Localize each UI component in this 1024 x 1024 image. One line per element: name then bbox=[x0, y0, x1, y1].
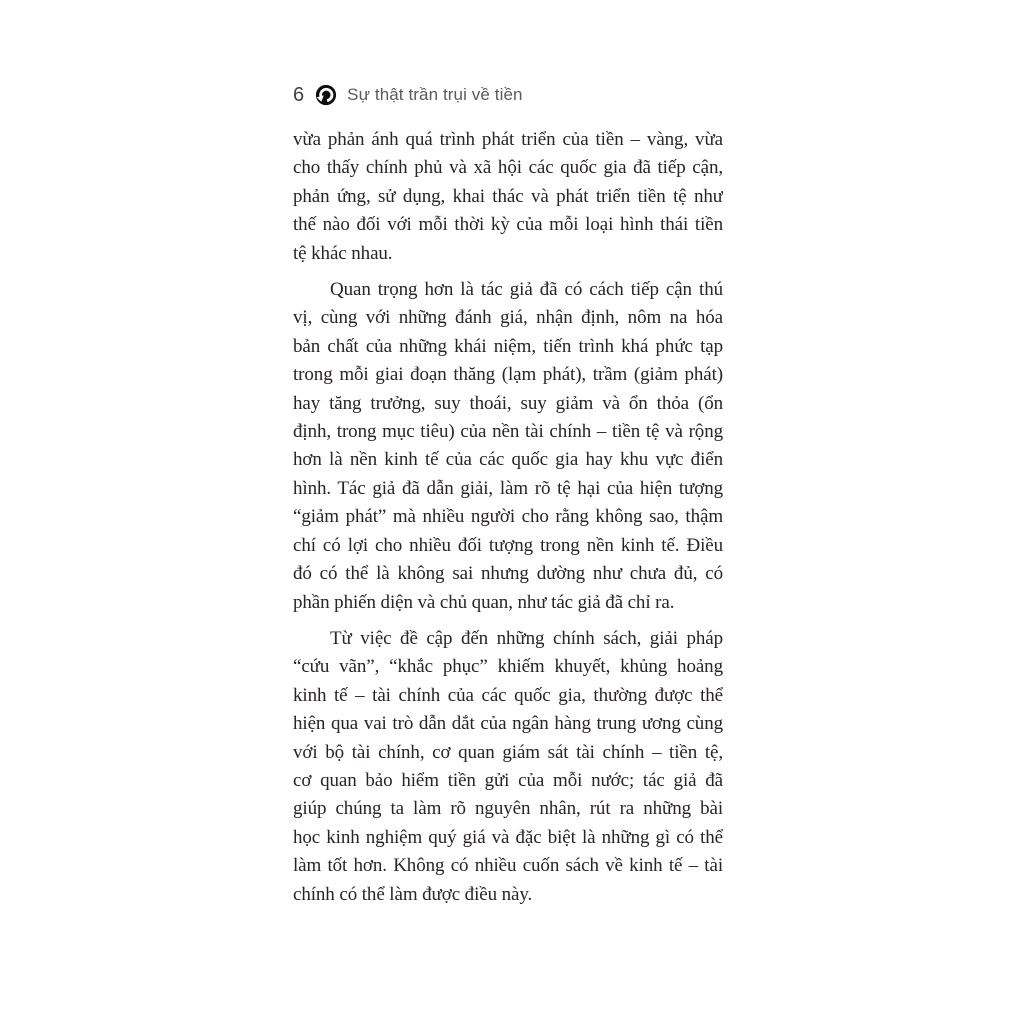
text-line: hay tăng trưởng, suy thoái, suy giảm và ổn thỏa (ổn bbox=[293, 392, 723, 414]
circular-arrow-icon bbox=[315, 84, 337, 106]
text-line: thế nào đối với mỗi thời kỳ của mỗi loại hình thái tiền bbox=[293, 214, 723, 236]
page-body bbox=[293, 126, 723, 909]
text-line: chính có thể làm được điều này. bbox=[293, 883, 533, 905]
text-line: hơn là nền kinh tế của các quốc gia hay khu vực điển bbox=[293, 449, 723, 471]
running-title: Sự thật trần trụi về tiền bbox=[347, 85, 523, 104]
text-line: Từ việc đề cập đến những chính sách, giải pháp bbox=[330, 627, 723, 649]
text-line: kinh tế – tài chính của các quốc gia, thường được thể bbox=[293, 684, 723, 706]
text-line: cơ quan bảo hiểm tiền gửi của mỗi nước; tác giả đã bbox=[293, 769, 723, 791]
text-line: tệ khác nhau. bbox=[293, 242, 393, 264]
text-line: trong mỗi giai đoạn thăng (lạm phát), trầm (giảm phát) bbox=[293, 364, 723, 386]
text-line: phần phiến diện và chủ quan, như tác giả đã chỉ ra. bbox=[293, 591, 675, 613]
paragraph bbox=[293, 625, 723, 909]
text-line: đó có thể là không sai nhưng dường như chưa đủ, có bbox=[293, 563, 723, 585]
text-line: “giảm phát” mà nhiều người cho rằng không sao, thậm bbox=[293, 506, 723, 528]
page-number: 6 bbox=[293, 83, 305, 106]
text-line: làm tốt hơn. Không có nhiều cuốn sách về kinh tế – tài bbox=[293, 855, 723, 877]
text-line: phản ứng, sử dụng, khai thác và phát triển tiền tệ như bbox=[293, 185, 723, 207]
text-line: vừa phản ánh quá trình phát triển của tiền – vàng, vừa bbox=[293, 129, 723, 150]
text-line: cho thấy chính phủ và xã hội các quốc gia đã tiếp cận, bbox=[293, 157, 723, 179]
text-line: hình. Tác giả đã dẫn giải, làm rõ tệ hại của hiện tượng bbox=[293, 477, 723, 499]
text-line: giúp chúng ta làm rõ nguyên nhân, rút ra những bài bbox=[293, 798, 723, 820]
text-line: Quan trọng hơn là tác giả đã có cách tiếp cận thú bbox=[330, 279, 723, 301]
text-line: “cứu vãn”, “khắc phục” khiếm khuyết, khủng hoảng bbox=[293, 656, 723, 678]
text-line: bản chất của những khái niệm, tiến trình khá phức tạp bbox=[293, 335, 723, 357]
text-line: học kinh nghiệm quý giá và đặc biệt là những gì có thể bbox=[293, 826, 723, 848]
paragraph bbox=[293, 276, 723, 617]
text-line: vị, cùng với những đánh giá, nhận định, nôm na hóa bbox=[293, 307, 723, 329]
page-header bbox=[293, 83, 523, 107]
text-line: chí có lợi cho nhiều đối tượng trong nền kinh tế. Điều bbox=[293, 534, 723, 556]
text-line: hiện qua vai trò dẫn dắt của ngân hàng trung ương cùng bbox=[293, 713, 723, 735]
text-line: định, trong mục tiêu) của nền tài chính – tiền tệ và rộng bbox=[293, 421, 723, 443]
paragraph bbox=[293, 126, 723, 268]
text-line: với bộ tài chính, cơ quan giám sát tài chính – tiền tệ, bbox=[293, 741, 723, 763]
